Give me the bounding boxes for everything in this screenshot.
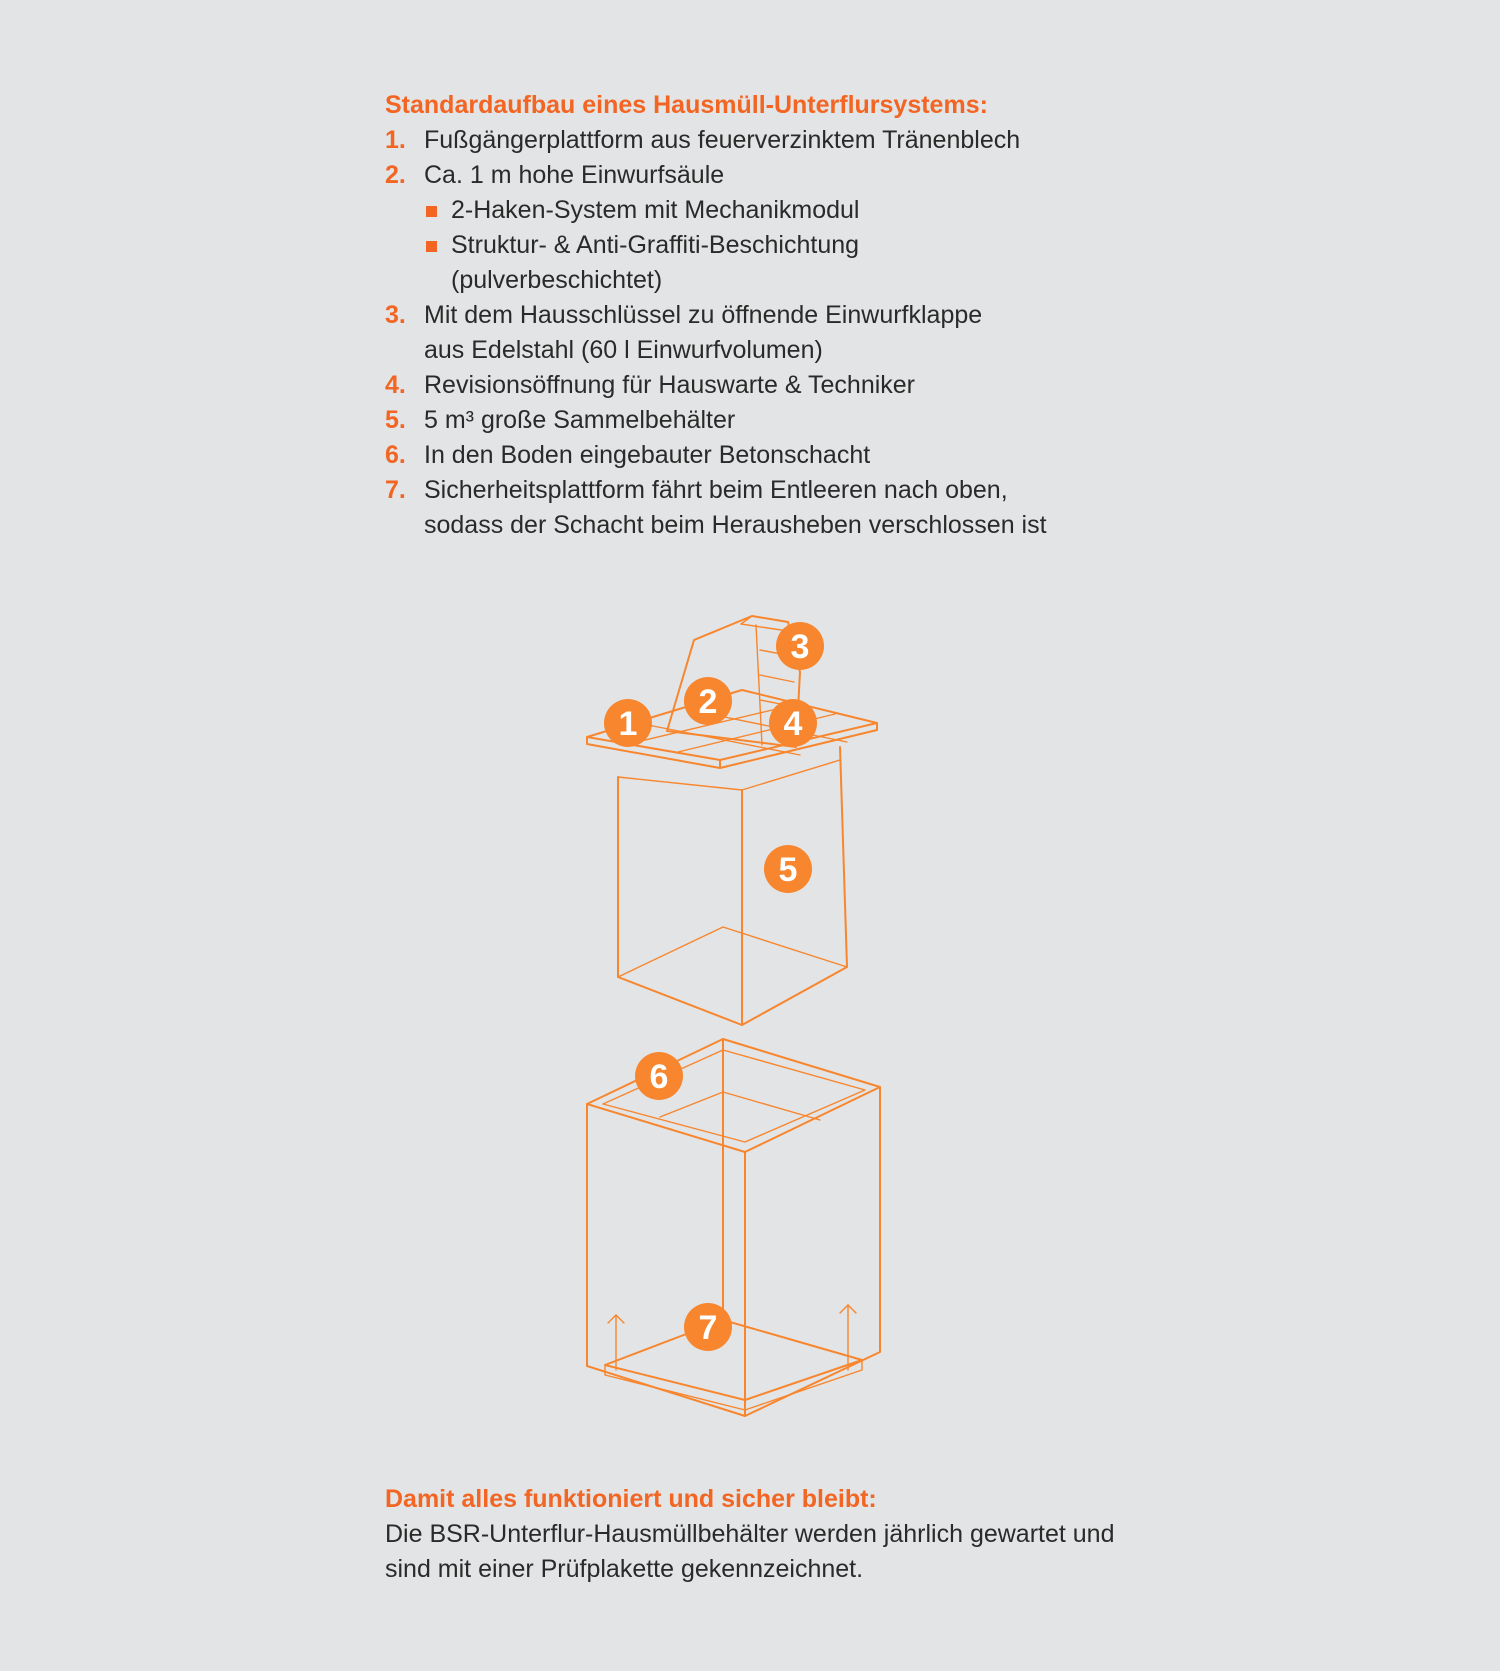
sublist-text: (pulverbeschichtet) bbox=[451, 266, 663, 294]
badge-number: 6 bbox=[649, 1058, 669, 1096]
badge-number: 5 bbox=[778, 851, 798, 889]
list-text: Revisionsöffnung für Hauswarte & Techniker bbox=[424, 371, 916, 399]
badge-4 bbox=[769, 699, 817, 747]
badge-5 bbox=[764, 845, 812, 893]
list-text: Ca. 1 m hohe Einwurfsäule bbox=[424, 161, 725, 189]
collection-container bbox=[618, 747, 847, 1025]
list-text: Sicherheitsplattform fährt beim Entleeren nach oben, bbox=[424, 476, 1008, 504]
intro-heading: Standardaufbau eines Hausmüll-Unterflursystems: bbox=[385, 91, 988, 119]
safety-platform bbox=[605, 1305, 862, 1410]
badge-number: 2 bbox=[698, 683, 718, 721]
list-number: 5. bbox=[385, 406, 406, 434]
badge-number: 3 bbox=[790, 628, 810, 666]
badge-1 bbox=[604, 699, 652, 747]
list-number: 3. bbox=[385, 301, 406, 329]
badge-2 bbox=[684, 677, 732, 725]
list-number: 7. bbox=[385, 476, 406, 504]
list-number: 2. bbox=[385, 161, 406, 189]
footer-text: Die BSR-Unterflur-Hausmüllbehälter werden jährlich gewartet und sind mit einer Prüfplakette gekennzeichnet. bbox=[385, 1520, 1115, 1583]
list-text: 5 m³ große Sammelbehälter bbox=[424, 406, 736, 434]
list-number: 1. bbox=[385, 126, 406, 154]
badge-3 bbox=[776, 622, 824, 670]
list-number: 6. bbox=[385, 441, 406, 469]
list-text: Fußgängerplattform aus feuerverzinktem Tränenblech bbox=[424, 126, 1021, 154]
badge-7 bbox=[684, 1303, 732, 1351]
badge-6 bbox=[635, 1052, 683, 1100]
sublist-text: 2-Haken-System mit Mechanikmodul bbox=[451, 196, 860, 224]
sublist-text: Struktur- & Anti-Graffiti-Beschichtung bbox=[451, 231, 860, 259]
list-text: Mit dem Hausschlüssel zu öffnende Einwurfklappe bbox=[424, 301, 983, 329]
concrete-shaft bbox=[587, 1039, 880, 1416]
list-text-continuation: aus Edelstahl (60 l Einwurfvolumen) bbox=[424, 336, 823, 364]
badge-number: 7 bbox=[698, 1309, 718, 1347]
list-number: 4. bbox=[385, 371, 406, 399]
footer-heading: Damit alles funktioniert und sicher bleibt: bbox=[385, 1485, 877, 1513]
badge-number: 4 bbox=[783, 705, 803, 743]
badge-number: 1 bbox=[618, 705, 638, 743]
list-text-continuation: sodass der Schacht beim Herausheben verschlossen ist bbox=[424, 511, 1047, 539]
list-text: In den Boden eingebauter Betonschacht bbox=[424, 441, 871, 469]
